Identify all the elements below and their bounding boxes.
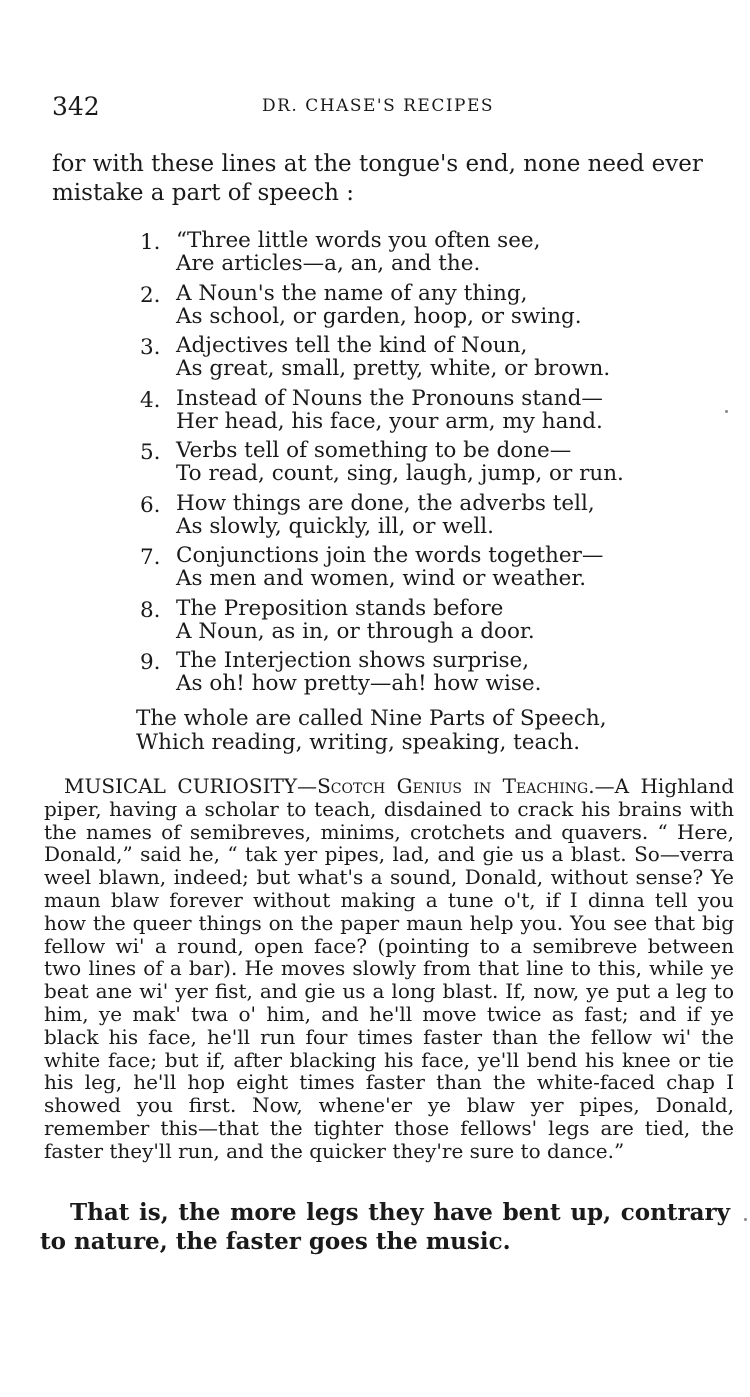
- poem-stanza: [140, 226, 660, 279]
- stanza-line: As school, or garden, hoop, or swing.: [176, 303, 582, 329]
- stanza-line: A Noun, as in, or through a door.: [176, 618, 535, 644]
- stanza-line: Instead of Nouns the Pronouns stand—: [176, 385, 603, 411]
- musical-curiosity-paragraph: [44, 775, 734, 1163]
- stanza-line: As men and women, wind or weather.: [176, 566, 587, 591]
- stanza-number: 1.: [140, 230, 161, 255]
- print-speck: [725, 410, 728, 413]
- running-title: DR. CHASE'S RECIPES: [262, 96, 495, 116]
- poem-stanza: [140, 384, 660, 437]
- stanza-line: How things are done, the adverbs tell,: [176, 490, 595, 516]
- anecdote-body: —A Highland piper, having a scholar to teach, disdained to crack his brains with the names of semibreves, minims, crotchets and quavers. “ Here, Donald,” said he, “ tak yer pipes, lad, and gie us a blast. So—verra weel blawn, indeed; but what's a sound, Donald, without sense? Ye maun blaw forever without making a tune o't, if I dinna tell you how the queer things on the paper maun help you. You see that big fellow wi' a round, open face? (pointing to a semibreve between two lines of a bar). He moves slowly from that line to this, while ye beat ane wi' yer fist, and gie us a long blast. If, now, ye put a leg to him, ye mak' twa o' him, and he'll move twice as fast; and if ye black his face, he'll run four times faster than the fellow wi' the white face; but if, after blacking his face, ye'll bend his knee or tie his leg, he'll hop eight times faster than the white-faced chap I showed you first. Now, whene'er ye blaw yer pipes, Donald, remember this—that the tighter those fellows' legs are tied, the faster they'll run, and the quicker they're sure to dance.”: [44, 774, 735, 1163]
- stanza-number: 9.: [140, 650, 161, 675]
- stanza-line: As slowly, quickly, ill, or well.: [176, 513, 494, 539]
- stanza-line: As great, small, pretty, white, or brown.: [176, 356, 611, 381]
- stanza-number: 2.: [140, 282, 161, 308]
- stanza-line: To read, count, sing, laugh, jump, or run.: [176, 461, 624, 486]
- stanza-line: Her head, his face, your arm, my hand.: [176, 408, 603, 434]
- stanza-line: Adjectives tell the kind of Noun,: [176, 333, 528, 358]
- parts-of-speech-poem: [140, 226, 660, 699]
- section-subheading: Scotch Genius in Teaching.: [317, 774, 595, 798]
- stanza-number: 6.: [140, 492, 161, 518]
- poem-stanza: [140, 541, 660, 594]
- poem-stanza: [140, 594, 660, 647]
- closing-line: The whole are called Nine Parts of Speech,: [136, 706, 607, 731]
- stanza-number: 4.: [140, 387, 161, 413]
- stanza-number: 7.: [140, 545, 161, 570]
- page-number: 342: [52, 92, 100, 121]
- closing-line: Which reading, writing, speaking, teach.: [136, 730, 581, 755]
- print-speck: [744, 1218, 747, 1221]
- stanza-number: 8.: [140, 597, 161, 623]
- stanza-line: Are articles—a, an, and the.: [176, 251, 481, 276]
- stanza-line: A Noun's the name of any thing,: [176, 280, 528, 306]
- stanza-number: 3.: [140, 335, 161, 360]
- intro-paragraph: for with these lines at the tongue's end, none need ever mistake a part of speech :: [52, 151, 703, 206]
- stanza-line: Verbs tell of something to be done—: [176, 438, 572, 463]
- conclusion-paragraph: [40, 1198, 730, 1256]
- poem-stanza: [140, 489, 660, 542]
- conclusion-text: That is, the more legs they have bent up, contrary to nature, the faster goes the music.: [40, 1199, 730, 1255]
- poem-stanza: [140, 331, 660, 384]
- stanza-line: As oh! how pretty—ah! how wise.: [176, 671, 542, 696]
- section-heading: MUSICAL CURIOSITY—: [64, 774, 318, 798]
- stanza-line: Conjunctions join the words together—: [176, 543, 604, 568]
- poem-stanza: [140, 436, 660, 489]
- poem-stanza: [140, 279, 660, 332]
- page-header: [52, 92, 722, 126]
- stanza-line: The Interjection shows surprise,: [176, 648, 530, 673]
- stanza-line: The Preposition stands before: [176, 595, 504, 621]
- stanza-number: 5.: [140, 440, 161, 465]
- stanza-line: “Three little words you often see,: [176, 228, 541, 253]
- poem-closing: [136, 707, 607, 755]
- poem-stanza: [140, 646, 660, 699]
